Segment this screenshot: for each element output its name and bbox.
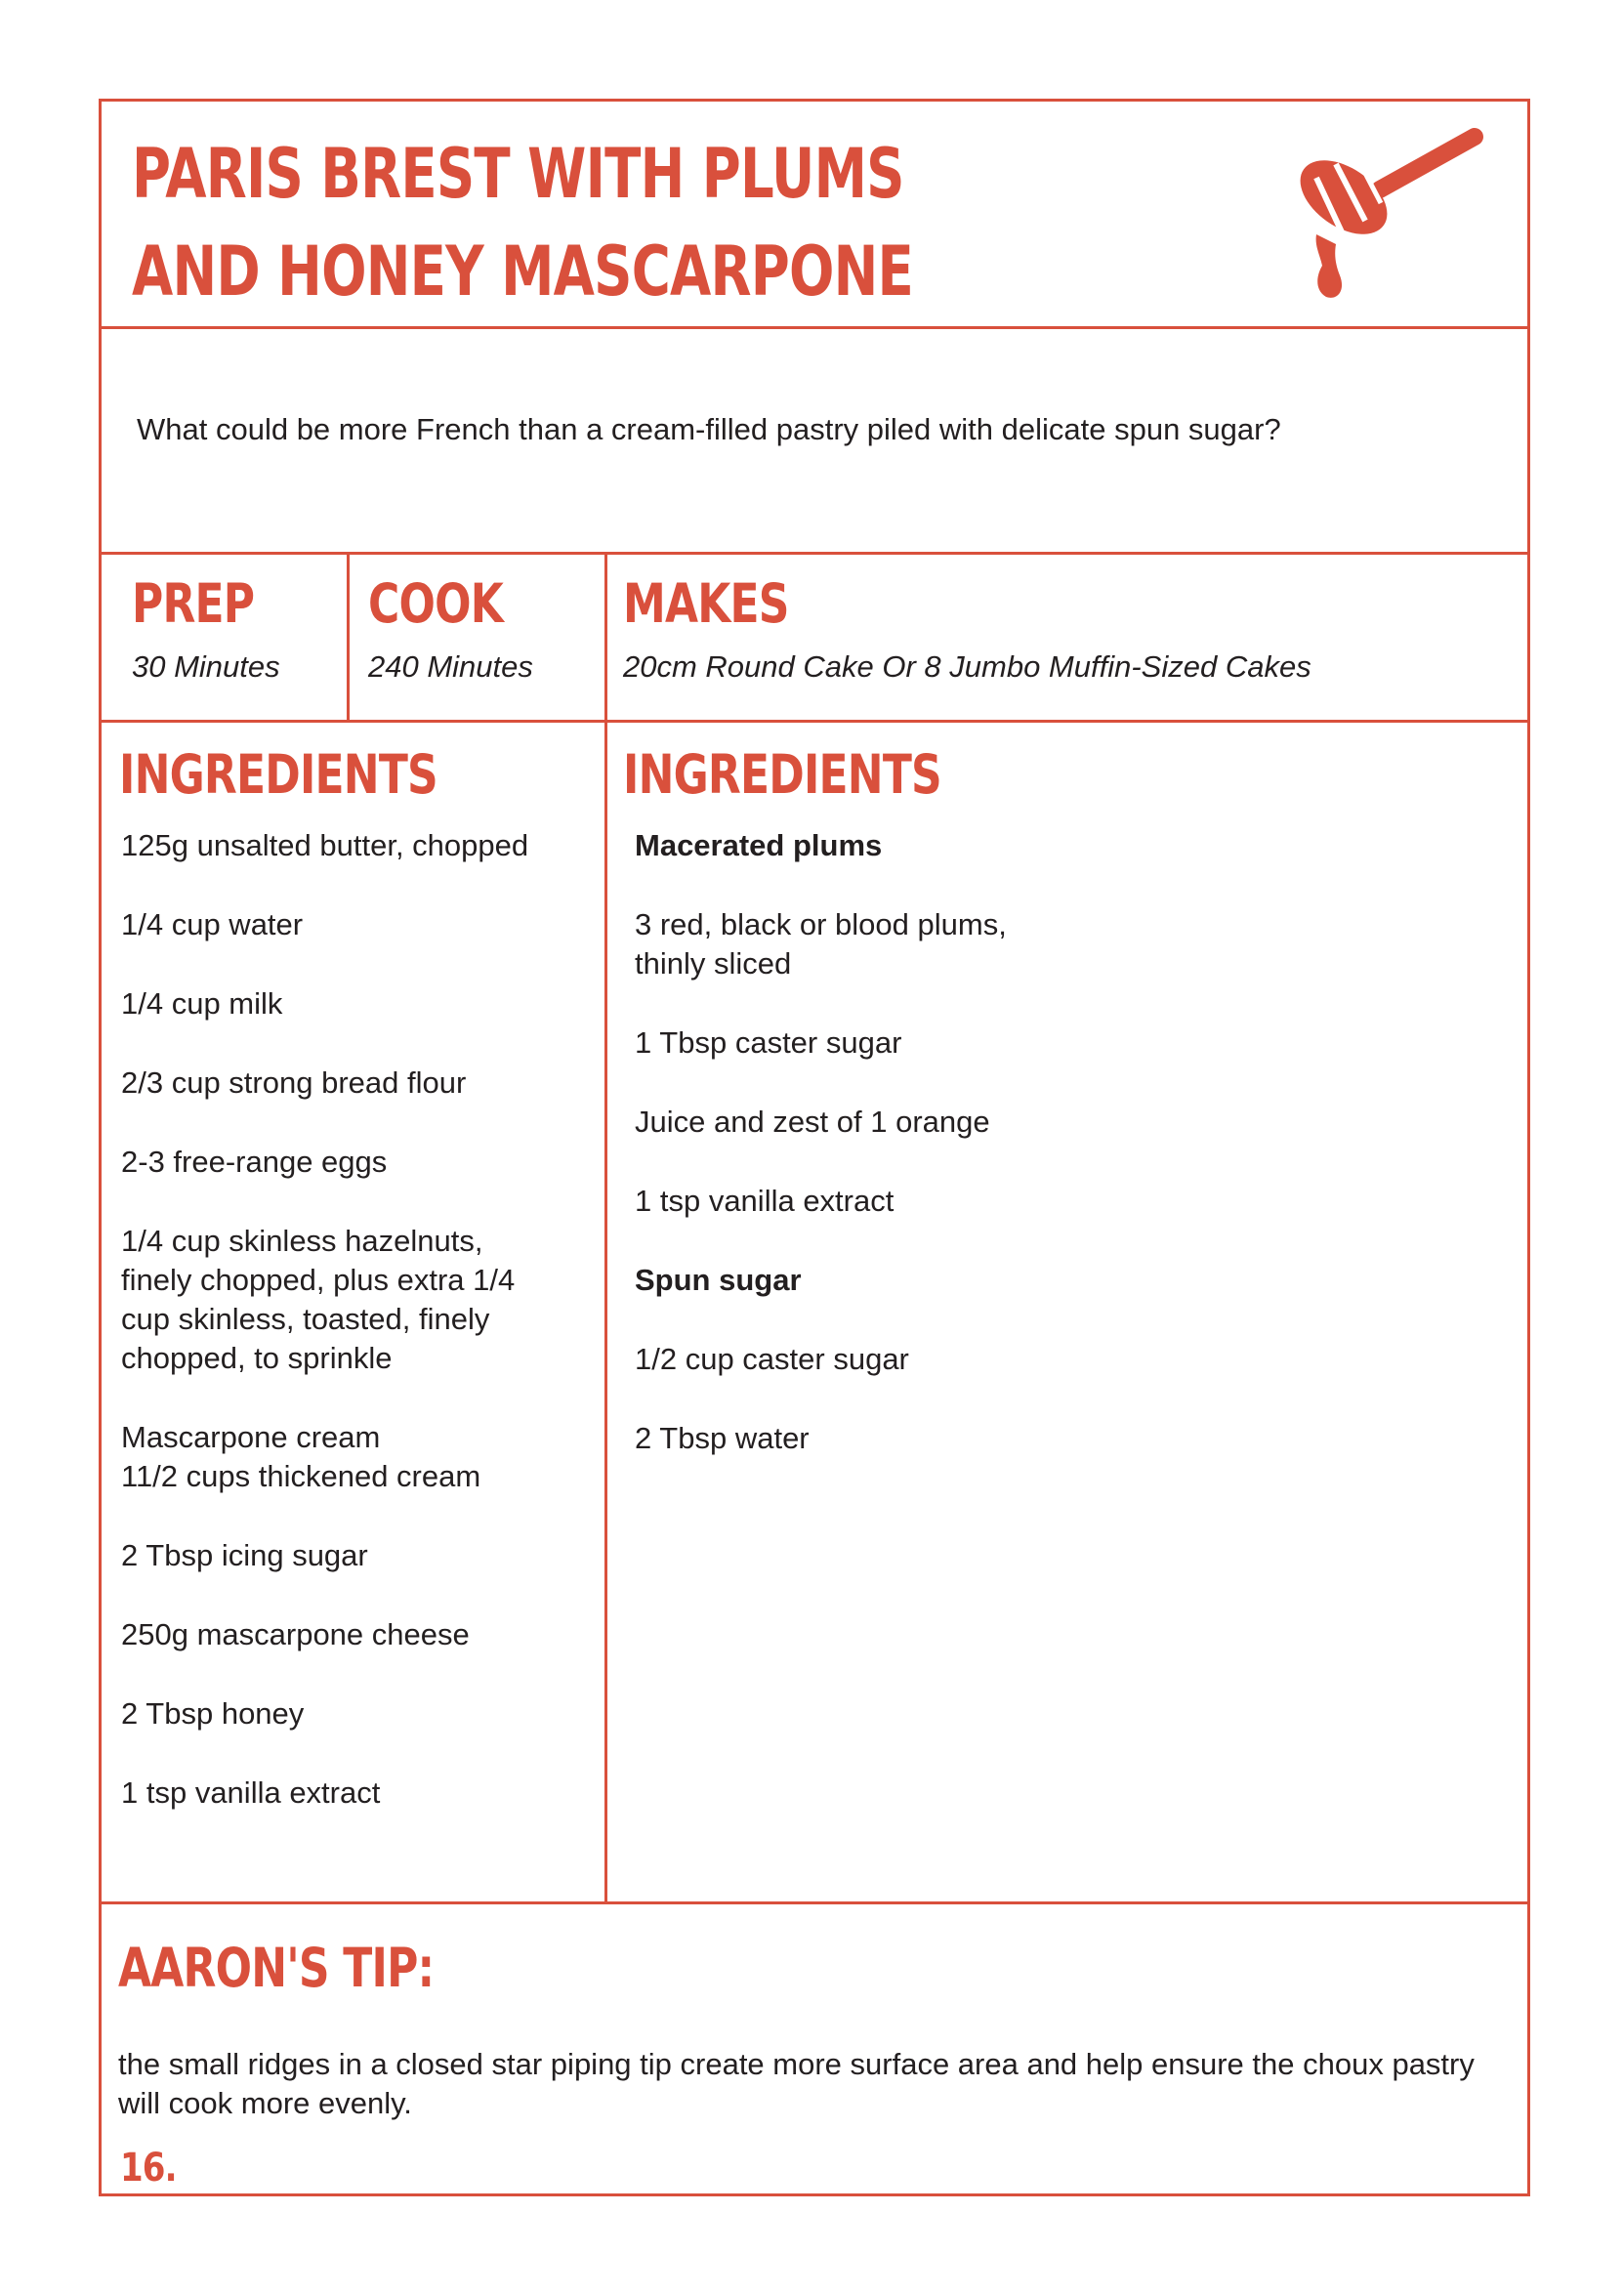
makes-value: 20cm Round Cake Or 8 Jumbo Muffin-Sized Cakes [623, 649, 1311, 684]
tip-text: the small ridges in a closed star piping tip create more surface area and help ensure the choux pastry will cook more evenly. [118, 2047, 1475, 2120]
page-number: 16. [120, 2146, 177, 2191]
makes-label: MAKES [623, 572, 789, 635]
ingredient-subheading-right: Spun sugar [635, 1263, 802, 1297]
divider-prep-cook [347, 552, 350, 723]
cook-label: COOK [368, 572, 503, 635]
ingredient-item-left: Mascarpone cream 11/2 cups thickened cream [121, 1420, 481, 1493]
recipe-title [132, 125, 913, 320]
ingredient-item-left: 2/3 cup strong bread flour [121, 1065, 467, 1100]
ingredients-list-left [121, 826, 580, 1853]
prep-value: 30 Minutes [132, 649, 280, 684]
divider-cook-makes [604, 552, 607, 723]
recipe-title-line2: AND HONEY MASCARPONE [132, 231, 914, 312]
cook-value: 240 Minutes [368, 649, 533, 684]
divider-intro [99, 552, 1530, 555]
ingredient-item-left: 125g unsalted butter, chopped [121, 828, 529, 862]
ingredient-item-right: 1/2 cup caster sugar [635, 1342, 909, 1376]
recipe-intro: What could be more French than a cream-filled pastry piled with delicate spun sugar? [137, 412, 1281, 446]
divider-ingredient-columns [604, 720, 607, 1904]
ingredient-item-right: 3 red, black or blood plums, thinly sliced [635, 907, 1007, 981]
ingredient-item-left: 1/4 cup milk [121, 986, 283, 1021]
ingredient-item-left: 2-3 free-range eggs [121, 1145, 388, 1179]
ingredient-item-left: 2 Tbsp honey [121, 1696, 305, 1731]
ingredient-item-left: 1/4 cup skinless hazelnuts, finely chopped, plus extra 1/4 cup skinless, toasted, finely chopped, to sprinkle [121, 1224, 516, 1375]
ingredient-item-left: 250g mascarpone cheese [121, 1617, 470, 1651]
tip-heading: AARON'S TIP: [118, 1937, 435, 1999]
recipe-title-line1: PARIS BREST WITH PLUMS [132, 134, 904, 214]
divider-ingredients [99, 1901, 1530, 1904]
ingredients-heading-right: INGREDIENTS [623, 743, 941, 806]
ingredient-item-left: 1/4 cup water [121, 907, 304, 941]
ingredient-item-left: 1 tsp vanilla extract [121, 1775, 381, 1810]
ingredient-item-right: 1 tsp vanilla extract [635, 1184, 895, 1218]
divider-header [99, 326, 1530, 329]
ingredients-heading-left: INGREDIENTS [119, 743, 437, 806]
ingredient-subheading-right: Macerated plums [635, 828, 883, 862]
ingredients-list-right [635, 826, 1494, 1498]
ingredient-item-right: 1 Tbsp caster sugar [635, 1025, 902, 1060]
ingredient-item-right: Juice and zest of 1 orange [635, 1105, 990, 1139]
prep-label: PREP [132, 572, 255, 635]
honey-dipper-icon [1287, 119, 1494, 311]
ingredient-item-right: 2 Tbsp water [635, 1421, 810, 1455]
divider-times [99, 720, 1530, 723]
ingredient-item-left: 2 Tbsp icing sugar [121, 1538, 368, 1572]
